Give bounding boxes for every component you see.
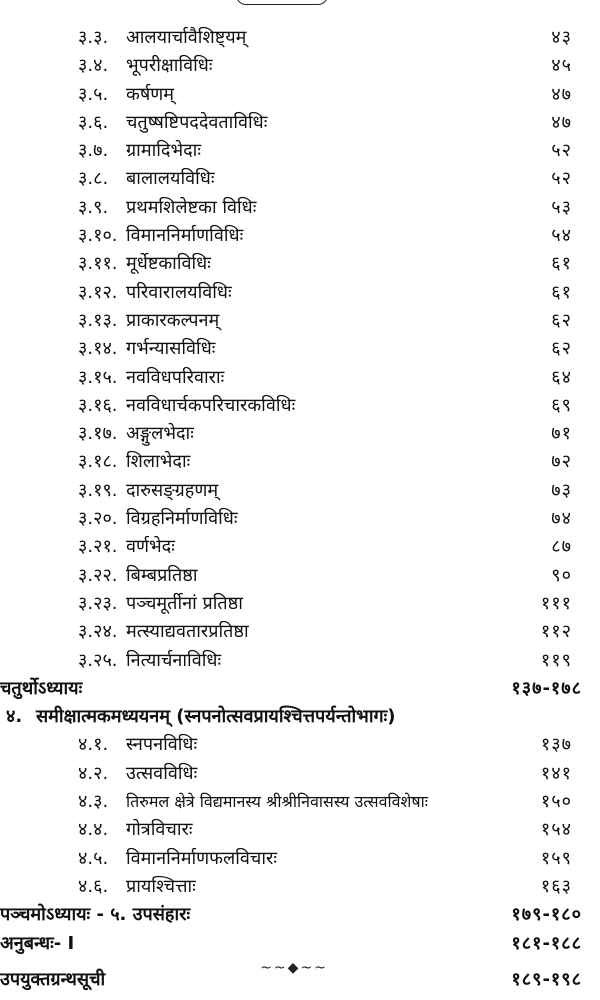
table-of-contents bbox=[0, 24, 600, 994]
toc-row bbox=[0, 307, 600, 335]
entry-title: दारुसङ्ग्रहणम् bbox=[126, 479, 219, 501]
entry-title: भूपरीक्षाविधिः bbox=[126, 55, 213, 77]
bibliography-page-range: १८९-१९८ bbox=[511, 968, 582, 990]
chapter-5-heading bbox=[0, 901, 600, 929]
toc-row bbox=[0, 364, 600, 392]
entry-number: ३.४. bbox=[78, 55, 109, 77]
entry-page: ११२ bbox=[540, 621, 572, 643]
entry-page: ६९ bbox=[551, 394, 572, 416]
entry-page: १५९ bbox=[540, 847, 572, 869]
entry-title: प्रायश्चित्ताः bbox=[126, 875, 196, 897]
entry-title: प्रथमशिलेष्टका विधिः bbox=[126, 196, 257, 218]
entry-title: बालालयविधिः bbox=[126, 168, 215, 190]
section-number: ४. bbox=[6, 706, 23, 728]
chapter-title: पञ्चमोऽध्यायः - ५. उपसंहारः bbox=[0, 904, 191, 926]
entry-page: १६३ bbox=[540, 875, 572, 897]
toc-row bbox=[0, 109, 600, 137]
toc-row bbox=[0, 279, 600, 307]
toc-row bbox=[0, 81, 600, 109]
toc-row bbox=[0, 250, 600, 278]
entry-number: ४.५. bbox=[78, 847, 109, 869]
entry-page: ७२ bbox=[551, 451, 572, 473]
entry-number: ३.५. bbox=[78, 83, 109, 105]
entry-title: अङ्गुलभेदाः bbox=[126, 423, 194, 445]
entry-page: ७३ bbox=[551, 479, 572, 501]
toc-row bbox=[0, 52, 600, 80]
toc-row bbox=[0, 194, 600, 222]
entry-title: नित्यार्चनाविधिः bbox=[126, 649, 222, 671]
entry-page: १३७ bbox=[540, 734, 572, 756]
entry-number: ३.१४. bbox=[78, 338, 118, 360]
entry-number: ३.१९. bbox=[78, 479, 118, 501]
entry-page: ११९ bbox=[540, 649, 572, 671]
entry-title: प्राकारकल्पनम् bbox=[126, 309, 220, 331]
chapter-4-heading bbox=[0, 675, 600, 703]
toc-row bbox=[0, 477, 600, 505]
toc-row bbox=[0, 222, 600, 250]
entry-page: ६२ bbox=[551, 338, 572, 360]
toc-row bbox=[0, 165, 600, 193]
entry-number: ३.१७. bbox=[78, 423, 118, 445]
top-ornament bbox=[236, 0, 328, 5]
entry-number: ४.१. bbox=[78, 734, 109, 756]
toc-row bbox=[0, 533, 600, 561]
entry-title: बिम्बप्रतिष्ठा bbox=[126, 564, 198, 586]
entry-page: १५४ bbox=[540, 819, 572, 841]
entry-number: ३.२१. bbox=[78, 536, 118, 558]
entry-page: ८७ bbox=[551, 536, 572, 558]
entry-title: कर्षणम् bbox=[126, 83, 175, 105]
toc-row bbox=[0, 845, 600, 873]
entry-number: ४.४. bbox=[78, 819, 109, 841]
entry-number: ३.७. bbox=[78, 140, 109, 162]
entry-page: ५२ bbox=[551, 168, 572, 190]
entry-page: ५३ bbox=[551, 196, 572, 218]
entry-page: १४१ bbox=[540, 762, 572, 784]
entry-page: ४७ bbox=[551, 111, 572, 133]
entry-number: ३.८. bbox=[78, 168, 109, 190]
entry-number: ३.२५. bbox=[78, 649, 118, 671]
toc-row bbox=[0, 420, 600, 448]
chapter-title: चतुर्थोऽध्यायः bbox=[0, 677, 83, 699]
toc-row bbox=[0, 590, 600, 618]
toc-row bbox=[0, 760, 600, 788]
toc-row bbox=[0, 618, 600, 646]
toc-row bbox=[0, 137, 600, 165]
entry-title: आलयार्चावैशिष्ट्यम् bbox=[126, 27, 247, 48]
entry-title: पञ्चमूर्तीनां प्रतिष्ठा bbox=[126, 592, 243, 614]
entry-page: ५२ bbox=[551, 140, 572, 162]
toc-row bbox=[0, 816, 600, 844]
entry-page: १५० bbox=[540, 791, 572, 813]
appendix-title: अनुबन्धः- I bbox=[0, 932, 75, 954]
entry-number: ३.३. bbox=[78, 27, 109, 48]
entry-number: ३.११. bbox=[78, 253, 118, 275]
entry-number: ३.२२. bbox=[78, 564, 118, 586]
toc-row bbox=[0, 24, 600, 52]
bibliography-title: उपयुक्तग्रन्थसूची bbox=[0, 968, 106, 990]
entry-number: ३.२४. bbox=[78, 621, 118, 643]
appendix-heading bbox=[0, 930, 600, 958]
entry-number: ३.९. bbox=[78, 196, 109, 218]
toc-row bbox=[0, 448, 600, 476]
toc-row bbox=[0, 335, 600, 363]
chapter-page-range: १७९-१८० bbox=[511, 904, 582, 926]
entry-number: ३.१८. bbox=[78, 451, 118, 473]
entry-number: ३.१२. bbox=[78, 281, 118, 303]
section-4-heading bbox=[0, 703, 600, 731]
entry-page: ७४ bbox=[551, 508, 572, 530]
entry-number: ३.१३. bbox=[78, 309, 118, 331]
entry-title: स्नपनविधिः bbox=[126, 734, 198, 756]
toc-row bbox=[0, 505, 600, 533]
entry-title: विग्रहनिर्माणविधिः bbox=[126, 508, 238, 530]
entry-title: मत्स्याद्यवतारप्रतिष्ठा bbox=[126, 621, 249, 643]
bottom-ornament: ~~◆~~ bbox=[260, 960, 328, 976]
chapter-page-range: १३७-१७८ bbox=[511, 677, 582, 699]
entry-title: गर्भन्यासविधिः bbox=[126, 338, 216, 360]
entry-title: परिवारालयविधिः bbox=[126, 281, 232, 303]
entry-number: ४.३. bbox=[78, 791, 109, 813]
entry-number: ३.२०. bbox=[78, 508, 118, 530]
entry-number: ३.२३. bbox=[78, 592, 118, 614]
entry-number: ३.६. bbox=[78, 111, 109, 133]
entry-title: गोत्रविचारः bbox=[126, 819, 193, 841]
entry-title: चतुष्षष्टिपददेवताविधिः bbox=[126, 111, 268, 133]
toc-row bbox=[0, 731, 600, 759]
entry-page: ६२ bbox=[551, 309, 572, 331]
entry-title: मूर्धेष्टकाविधिः bbox=[126, 253, 211, 275]
toc-row bbox=[0, 647, 600, 675]
entry-number: ४.२. bbox=[78, 762, 109, 784]
entry-number: ३.१५. bbox=[78, 366, 118, 388]
entry-page: ९० bbox=[551, 564, 572, 586]
entry-title: शिलाभेदाः bbox=[126, 451, 191, 473]
entry-page: ७१ bbox=[551, 423, 572, 445]
entry-number: ३.१६. bbox=[78, 394, 118, 416]
entry-page: १११ bbox=[540, 592, 572, 614]
entry-title: विमाननिर्माणविधिः bbox=[126, 225, 244, 247]
entry-page: ५४ bbox=[551, 225, 572, 247]
entry-page: ६१ bbox=[551, 281, 572, 303]
entry-title: विमाननिर्माणफलविचारः bbox=[126, 847, 278, 869]
entry-title: नवविधपरिवाराः bbox=[126, 366, 225, 388]
entry-page: ४७ bbox=[551, 83, 572, 105]
section-title: समीक्षात्मकमध्ययनम् (स्नपनोत्सवप्रायश्चित्तपर्यन्तोभागः) bbox=[36, 706, 396, 728]
entry-page: ४३ bbox=[551, 27, 572, 48]
toc-row bbox=[0, 392, 600, 420]
entry-title: तिरुमल क्षेत्रे विद्यमानस्य श्रीश्रीनिवासस्य उत्सवविशेषाः bbox=[126, 792, 429, 812]
toc-row bbox=[0, 873, 600, 901]
entry-title: उत्सवविधिः bbox=[126, 762, 198, 784]
entry-title: ग्रामादिभेदाः bbox=[126, 140, 201, 162]
entry-page: ४५ bbox=[551, 55, 572, 77]
entry-page: ६१ bbox=[551, 253, 572, 275]
entry-number: ३.१०. bbox=[78, 225, 118, 247]
entry-number: ४.६. bbox=[78, 875, 109, 897]
entry-page: ६४ bbox=[551, 366, 572, 388]
entry-title: वर्णभेदः bbox=[126, 536, 175, 558]
toc-row bbox=[0, 788, 600, 816]
appendix-page-range: १८१-१८८ bbox=[511, 932, 582, 954]
toc-row bbox=[0, 562, 600, 590]
entry-title: नवविधार्चकपरिचारकविधिः bbox=[126, 394, 296, 416]
